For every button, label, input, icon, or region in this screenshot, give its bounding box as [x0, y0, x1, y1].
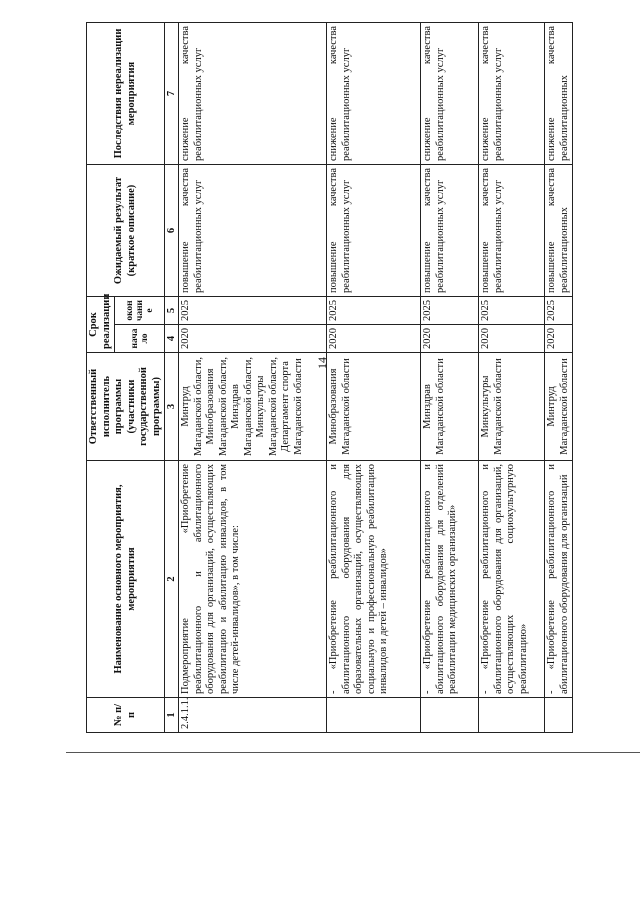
rotated-table-container [86, 23, 616, 733]
row-result: повышение качества реабилитационных [545, 165, 573, 297]
column-number: 2 [165, 461, 179, 698]
row-end: 2025 [179, 297, 327, 325]
table-row [179, 23, 327, 733]
row-consequences: снижение качества реабилитационных услуг [421, 23, 479, 165]
row-executor: Минкультуры Магаданской области [479, 353, 545, 461]
row-result: повышение качества реабилитационных услуг [179, 165, 327, 297]
column-number: 4 [165, 325, 179, 353]
row-result: повышение качества реабилитационных услуг [421, 165, 479, 297]
column-number: 6 [165, 165, 179, 297]
row-name: - «Приобретение реабилитационного и абилитационного оборудования для образовательных организаций, осуществляющих социальную и профессиональную реабилитацию инвалидов и детей – инвалидов» [327, 461, 421, 698]
header-start: нача ло [115, 325, 165, 353]
table-row [479, 23, 545, 733]
row-name: Подмероприятие «Приобретение реабилитационного и абилитационного оборудования для организаций, осуществляющих реабилитацию и абилитацию инвалидов, в том числе детей-инвалидов», в том числе: [179, 461, 327, 698]
row-consequences: снижение качества реабилитационных услуг [479, 23, 545, 165]
row-name: - «Приобретение реабилитационного и абилитационного оборудования для организаций [545, 461, 573, 698]
row-end: 2025 [327, 297, 421, 325]
header-name: Наименование основного мероприятия, мероприятия [87, 461, 165, 698]
column-numbers-row [165, 23, 179, 733]
row-consequences: снижение качества реабилитационных услуг [179, 23, 327, 165]
row-num [421, 698, 479, 733]
table-row [421, 23, 479, 733]
table-row [545, 23, 573, 733]
row-start: 2020 [421, 325, 479, 353]
row-end: 2025 [545, 297, 573, 325]
row-executor: Минтруд Магаданской области, Минобразования Магаданской области, Минздрав Магаданской области, Минкультуры Магаданской области, Департамент спорта Магаданской области [179, 353, 327, 461]
page-divider-line [66, 752, 640, 753]
row-result: повышение качества реабилитационных услуг [479, 165, 545, 297]
header-end: окон чани е [115, 297, 165, 325]
row-num [479, 698, 545, 733]
measures-table [86, 22, 573, 733]
row-consequences: снижение качества реабилитационных [545, 23, 573, 165]
page-number: 14 [315, 357, 329, 369]
row-end: 2025 [421, 297, 479, 325]
column-number: 3 [165, 353, 179, 461]
column-number: 7 [165, 23, 179, 165]
row-start: 2020 [479, 325, 545, 353]
header-num: № п/п [87, 698, 165, 733]
row-num [545, 698, 573, 733]
column-number: 5 [165, 297, 179, 325]
row-name: - «Приобретение реабилитационного и абилитационного оборудования для организаций, осуществляющих социокультурную реабилитацию» [479, 461, 545, 698]
row-executor: Минобразования Магаданской области [327, 353, 421, 461]
row-consequences: снижение качества реабилитационных услуг [327, 23, 421, 165]
row-num [327, 698, 421, 733]
table-row [327, 23, 421, 733]
row-end: 2025 [479, 297, 545, 325]
row-start: 2020 [179, 325, 327, 353]
row-result: повышение качества реабилитационных услуг [327, 165, 421, 297]
row-executor: Минздрав Магаданской области [421, 353, 479, 461]
row-start: 2020 [545, 325, 573, 353]
header-period: Срок реализации [87, 297, 115, 353]
row-start: 2020 [327, 325, 421, 353]
row-name: - «Приобретение реабилитационного и абилитационного оборудования для отделений реабилитации медицинских организаций» [421, 461, 479, 698]
row-executor: Минтруд Магаданской области [545, 353, 573, 461]
header-result: Ожидаемый результат (краткое описание) [87, 165, 165, 297]
header-executor: Ответственный исполнитель программы (участники государственной программы) [87, 353, 165, 461]
row-num: 2.4.1.1. [179, 698, 327, 733]
column-number: 1 [165, 698, 179, 733]
header-consequences: Последствия нереализации мероприятия [87, 23, 165, 165]
